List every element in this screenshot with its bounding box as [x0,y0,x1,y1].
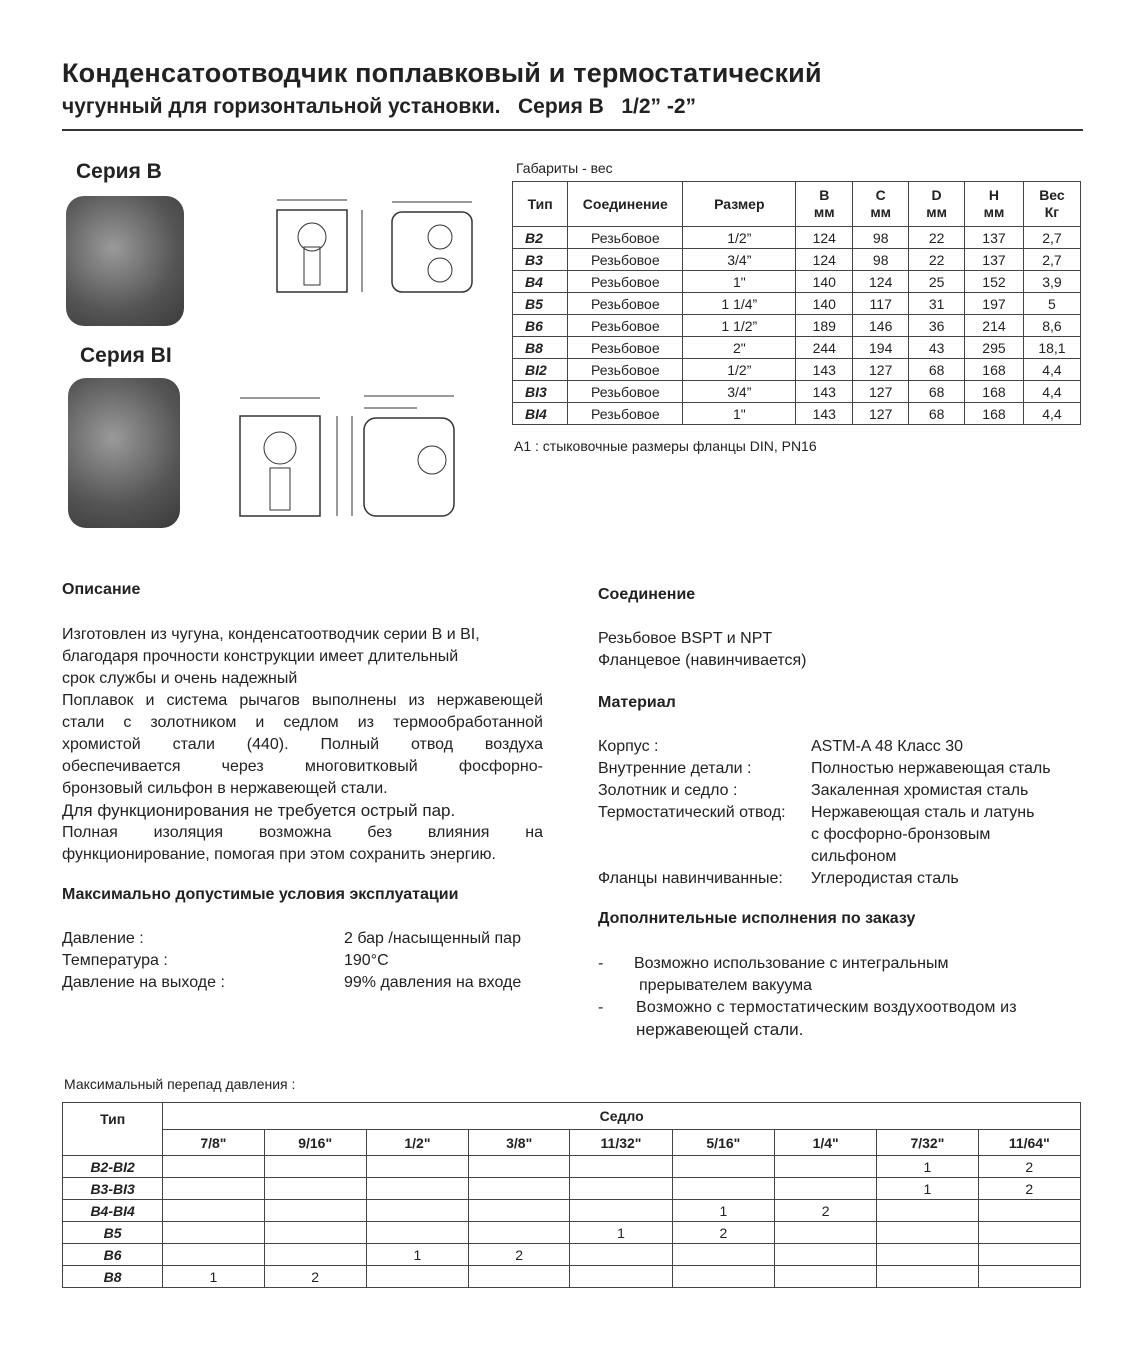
table-cell: 197 [965,293,1024,315]
table-cell [775,1266,877,1288]
table-cell: BI3 [513,381,568,403]
text-line: срок службы и очень надежный [62,670,298,687]
material-value: Полностью нержавеющая сталь [811,760,1051,777]
table-cell: Резьбовое [568,271,683,293]
table-cell: 124 [796,249,853,271]
dim-header-h: H мм [965,182,1024,227]
table-row [513,381,1081,403]
table-cell: Резьбовое [568,337,683,359]
table-cell: 43 [909,337,965,359]
table-cell [264,1222,366,1244]
table-cell [978,1244,1080,1266]
dim-header-connection: Соединение [568,182,683,227]
table-cell: BI2 [513,359,568,381]
table-cell: 1 [877,1156,978,1178]
pressure-header-type: Тип [63,1103,163,1156]
table-cell [775,1156,877,1178]
seat-header: 5/16" [672,1130,774,1156]
condition-value: 99% давления на входе [344,974,522,991]
text-line: Изготовлен из чугуна, конденсатоотводчик серии B и BI, [62,626,480,643]
text-line: функционирование, помогая при этом сохранить энергию. [62,846,496,863]
table-cell: Резьбовое [568,227,683,249]
list-item [598,846,1088,868]
table-cell [469,1156,570,1178]
material-label [598,824,811,846]
title-divider [62,129,1083,131]
table-cell: Резьбовое [568,359,683,381]
material-heading: Материал [598,694,676,711]
table-cell [877,1200,978,1222]
table-cell: B5 [63,1222,163,1244]
table-cell: 127 [853,403,909,425]
table-cell: 140 [796,271,853,293]
table-cell: B2 [513,227,568,249]
series-b-label: Серия В [76,160,162,183]
material-value: Закаленная хромистая сталь [811,782,1029,799]
table-cell [163,1222,264,1244]
table-cell: B8 [63,1266,163,1288]
table-row [513,271,1081,293]
table-cell [570,1244,672,1266]
table-cell [570,1178,672,1200]
table-cell: 1 [877,1178,978,1200]
table-cell: Резьбовое [568,249,683,271]
dim-header-b: B мм [796,182,853,227]
table-cell: 2 [978,1178,1080,1200]
material-label: Золотник и седло : [598,782,738,799]
table-cell: 98 [853,249,909,271]
list-item [62,950,552,972]
condition-label: Давление на выходе : [62,974,225,991]
seat-header: 7/32" [877,1130,978,1156]
dim-header-c: C мм [853,182,909,227]
table-cell: 1 [163,1266,264,1288]
table-cell: 1 [672,1200,774,1222]
table-cell [366,1156,468,1178]
material-value: сильфоном [811,848,897,865]
table-cell: 2,7 [1023,249,1080,271]
options-list [598,953,1083,1041]
list-item: Резьбовое BSPT и NPT [598,630,773,647]
table-cell: 140 [796,293,853,315]
table-cell: 4,4 [1023,403,1080,425]
table-cell: Резьбовое [568,381,683,403]
text-line: благодаря прочности конструкции имеет длительный [62,648,459,665]
table-cell: 1" [683,403,796,425]
table-row [63,1156,1081,1178]
table-row [513,227,1081,249]
option-line: прерывателем вакуума [639,977,813,994]
table-cell: 1 1/4” [683,293,796,315]
table-cell: 1/2” [683,359,796,381]
table-cell [366,1222,468,1244]
table-cell: 98 [853,227,909,249]
description-text [62,624,543,866]
table-cell: 3,9 [1023,271,1080,293]
table-cell: B2-BI2 [63,1156,163,1178]
table-cell: 22 [909,249,965,271]
table-cell: Резьбовое [568,403,683,425]
table-cell: 127 [853,359,909,381]
options-heading: Дополнительные исполнения по заказу [598,910,916,927]
table-cell: 2 [775,1200,877,1222]
table-cell: 124 [796,227,853,249]
table-cell [366,1178,468,1200]
table-cell: B8 [513,337,568,359]
table-cell [264,1200,366,1222]
seat-header: 1/4" [775,1130,877,1156]
table-cell [469,1222,570,1244]
table-cell: 3/4” [683,249,796,271]
table-cell: 36 [909,315,965,337]
table-cell [672,1244,774,1266]
dim-header-size: Размер [683,182,796,227]
table-cell: 295 [965,337,1024,359]
dim-header-type: Тип [513,182,568,227]
table-cell [775,1222,877,1244]
table-cell [264,1244,366,1266]
condition-value: 2 бар /насыщенный пар [344,930,521,947]
material-value: Углеродистая сталь [811,870,959,887]
table-cell [570,1266,672,1288]
pressure-header-seat: Седло [163,1103,1081,1130]
table-cell: 137 [965,227,1024,249]
table-row [63,1244,1081,1266]
material-value: Нержавеющая сталь и латунь [811,804,1035,821]
table-cell [163,1156,264,1178]
table-cell: 1 [366,1244,468,1266]
table-cell: 143 [796,403,853,425]
table-cell: 2,7 [1023,227,1080,249]
table-cell: 18,1 [1023,337,1080,359]
table-cell: 168 [965,359,1024,381]
table-cell [978,1222,1080,1244]
table-cell: 1 [570,1222,672,1244]
table-cell: 189 [796,315,853,337]
dim-table-caption: Габариты - вес [516,160,613,176]
dim-header-weight: Вес Кг [1023,182,1080,227]
list-item [598,780,1088,802]
table-cell: 214 [965,315,1024,337]
table-cell: B4-BI4 [63,1200,163,1222]
list-item: - Возможно использование с интегральным прерывателем вакуума [598,953,1083,997]
table-cell [163,1244,264,1266]
list-item [598,802,1088,824]
dimensions-table [512,181,1081,425]
table-row [63,1222,1081,1244]
text-line: хромистой стали (440). Полный отвод воздуха [62,736,543,753]
text-line: Для функционирования не требуется острый пар. [62,801,456,820]
option-line: Возможно использование с интегральным [634,955,949,972]
seat-header: 3/8" [469,1130,570,1156]
pressure-table [62,1102,1081,1288]
table-cell [775,1178,877,1200]
table-cell: B3 [513,249,568,271]
seat-header: 7/8" [163,1130,264,1156]
list-item [598,868,1088,890]
seat-header: 11/32" [570,1130,672,1156]
condition-value: 190°C [344,952,389,969]
table-row [513,337,1081,359]
table-cell [469,1200,570,1222]
table-cell: 68 [909,403,965,425]
table-cell: 244 [796,337,853,359]
condition-label: Температура : [62,952,168,969]
table-cell [264,1156,366,1178]
table-cell: BI4 [513,403,568,425]
table-cell [469,1266,570,1288]
series-bi-label: Серия BI [80,344,172,367]
table-cell: 4,4 [1023,381,1080,403]
table-cell [366,1266,468,1288]
conditions-list [62,928,552,994]
table-cell [366,1200,468,1222]
table-cell [163,1178,264,1200]
series-b-drawing [222,192,492,322]
list-item [62,972,552,994]
table-cell [672,1156,774,1178]
table-cell: 2" [683,337,796,359]
page-title: Конденсатоотводчик поплавковый и термостатический [62,58,822,88]
material-value: с фосфорно-бронзовым [811,826,991,843]
table-cell [877,1266,978,1288]
material-value: ASTM-A 48 Класс 30 [811,738,964,755]
condition-label: Давление : [62,930,144,947]
seat-header: 9/16" [264,1130,366,1156]
table-cell [469,1178,570,1200]
dim-table-note: A1 : стыковочные размеры фланцы DIN, PN16 [514,438,817,454]
table-cell: 31 [909,293,965,315]
table-row [513,359,1081,381]
text-line: обеспечивается через многовитковый фосфорно- [62,758,543,775]
table-cell: 22 [909,227,965,249]
table-cell: 25 [909,271,965,293]
material-label [598,846,811,868]
option-line: нержавеющей стали. [636,1020,804,1039]
table-cell: 5 [1023,293,1080,315]
text-line: Полная изоляция возможна без влияния на [62,824,543,841]
list-item [598,736,1088,758]
material-label: Фланцы навинчиванные: [598,870,783,887]
table-cell: 2 [978,1156,1080,1178]
material-label: Термостатический отвод: [598,804,786,821]
connection-list [598,628,806,672]
table-cell [570,1156,672,1178]
table-cell: 146 [853,315,909,337]
table-cell: Резьбовое [568,315,683,337]
table-cell: B3-BI3 [63,1178,163,1200]
series-bi-photo [68,378,180,528]
table-cell: B6 [63,1244,163,1266]
table-cell [672,1266,774,1288]
series-b-photo [66,196,184,326]
table-cell: 3/4” [683,381,796,403]
table-cell: 1 1/2” [683,315,796,337]
table-cell: 168 [965,381,1024,403]
list-item: Фланцевое (навинчивается) [598,652,807,669]
table-cell: 2 [672,1222,774,1244]
table-row [513,403,1081,425]
table-cell: B6 [513,315,568,337]
table-cell: B4 [513,271,568,293]
table-cell: 2 [469,1244,570,1266]
table-cell [877,1222,978,1244]
table-cell [978,1266,1080,1288]
material-list [598,736,1088,890]
table-cell: 143 [796,381,853,403]
table-cell [264,1178,366,1200]
seat-header: 1/2" [366,1130,468,1156]
option-line: Возможно с термостатическим воздухоотводом из [636,999,1017,1016]
table-row [513,315,1081,337]
table-cell: 194 [853,337,909,359]
list-item [598,758,1088,780]
text-line: Поплавок и система рычагов выполнены из нержавеющей [62,692,543,709]
table-cell: 117 [853,293,909,315]
table-row [513,249,1081,271]
description-heading: Описание [62,581,141,598]
list-item [598,824,1088,846]
table-cell: 68 [909,359,965,381]
table-cell: 124 [853,271,909,293]
seat-header: 11/64" [978,1130,1080,1156]
series-bi-drawing [212,388,494,528]
table-cell: 8,6 [1023,315,1080,337]
table-cell: 137 [965,249,1024,271]
table-row [513,293,1081,315]
table-row [63,1200,1081,1222]
table-cell [775,1244,877,1266]
table-cell [570,1200,672,1222]
dim-header-d: D мм [909,182,965,227]
table-cell: 68 [909,381,965,403]
conditions-heading: Максимально допустимые условия эксплуатации [62,886,459,903]
text-line: стали с золотником и седлом из термообработанной [62,714,543,731]
list-item [62,928,552,950]
table-cell: B5 [513,293,568,315]
table-row [63,1178,1081,1200]
connection-heading: Соединение [598,586,696,603]
table-cell [978,1200,1080,1222]
page-subtitle: чугунный для горизонтальной установки. Серия В 1/2” -2” [62,95,697,118]
material-label: Корпус : [598,738,659,755]
material-label: Внутренние детали : [598,760,752,777]
table-cell: 143 [796,359,853,381]
table-cell: Резьбовое [568,293,683,315]
table-cell [877,1244,978,1266]
text-line: бронзовый сильфон в нержавеющей стали. [62,780,388,797]
table-cell: 1" [683,271,796,293]
table-row [63,1266,1081,1288]
table-cell: 2 [264,1266,366,1288]
table-cell [672,1178,774,1200]
table-cell: 127 [853,381,909,403]
table-cell: 1/2” [683,227,796,249]
list-item: - Возможно с термостатическим воздухоотводом из нержавеющей стали. [598,997,1083,1041]
pressure-table-caption: Максимальный перепад давления : [64,1076,296,1092]
table-cell [163,1200,264,1222]
table-cell: 152 [965,271,1024,293]
table-cell: 168 [965,403,1024,425]
table-cell: 4,4 [1023,359,1080,381]
